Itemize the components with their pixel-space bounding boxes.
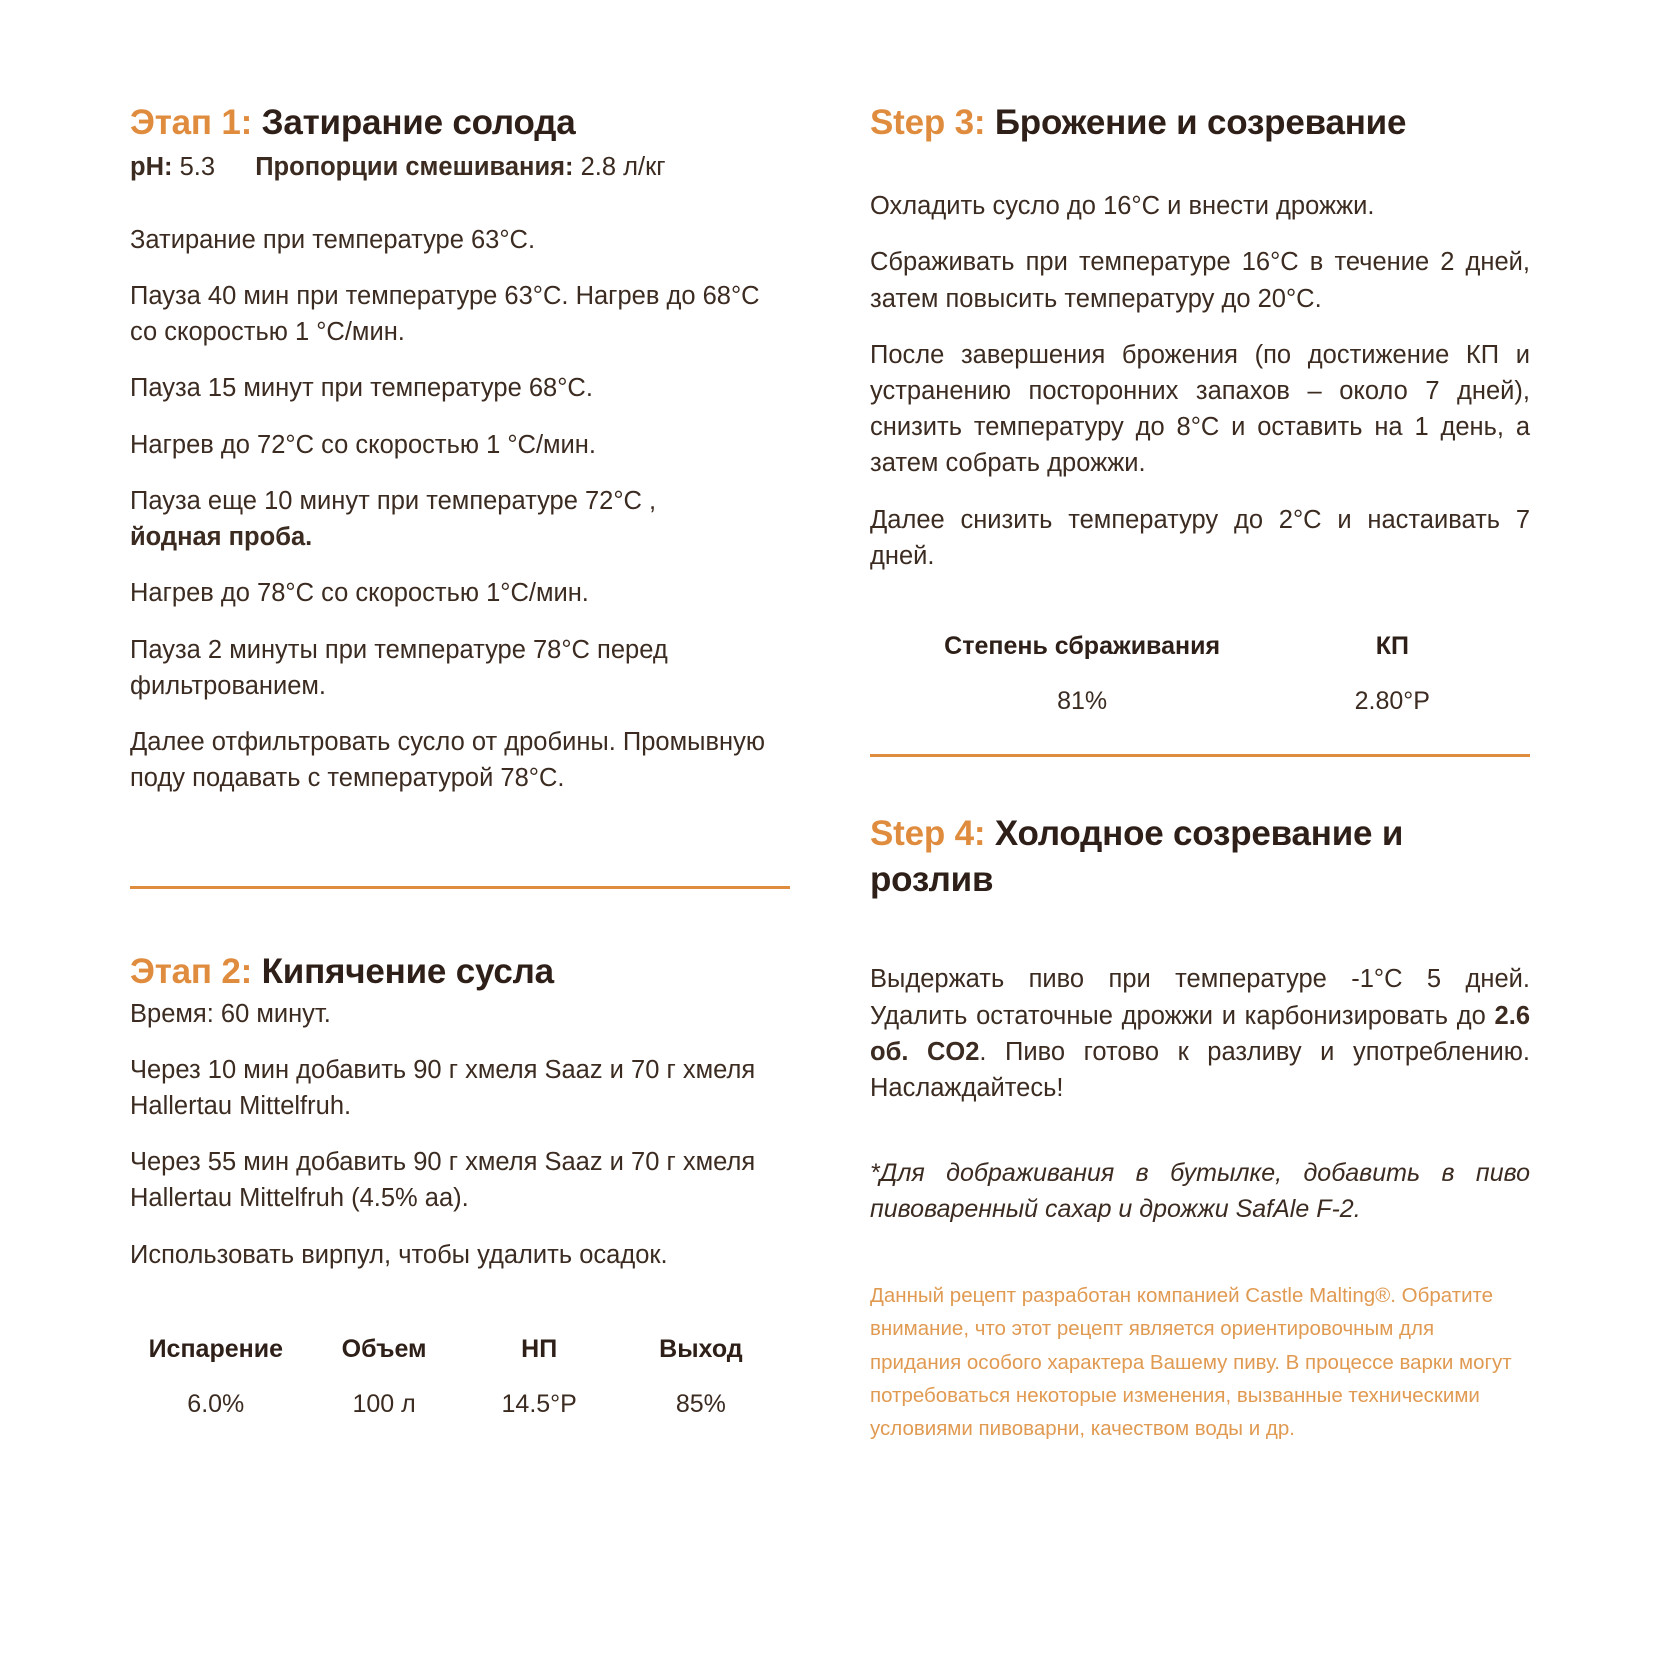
iodine-test-bold: йодная проба. bbox=[130, 523, 313, 552]
iodine-text: Пауза еще 10 минут при температуре 72°C , bbox=[130, 486, 657, 515]
step-3-paragraph: Охладить сусло до 16°C и внести дрожжи. bbox=[870, 192, 1375, 221]
step-1-heading bbox=[130, 100, 790, 146]
step-3-title: Брожение и созревание bbox=[994, 103, 1407, 142]
step-2-paragraph: Через 55 мин добавить 90 г хмеля Saaz и 70 г хмеля Hallertau Mittelfruh (4.5% aa). bbox=[130, 1148, 756, 1213]
column-header: Степень сбраживания bbox=[944, 632, 1221, 661]
table-header-row bbox=[130, 1329, 790, 1390]
table-cell: 100 л bbox=[352, 1389, 416, 1418]
step-3-paragraph: Далее снизить температуру до 2°C и настаивать 7 дней. bbox=[870, 505, 1530, 570]
step-2-title: Кипячение сусла bbox=[261, 952, 554, 992]
step-1-parameters bbox=[130, 150, 790, 186]
table-header-row bbox=[890, 626, 1510, 687]
step-3-paragraph: Сбраживать при температуре 16°C в течение 2 дней, затем повысить температуру до 20°C. bbox=[870, 248, 1530, 313]
step-1-paragraph: Пауза 2 минуты при температуре 78°C перед фильтрованием. bbox=[130, 635, 668, 700]
column-header: Объем bbox=[341, 1334, 427, 1363]
column-header: НП bbox=[521, 1334, 558, 1363]
column-header: КП bbox=[1375, 632, 1409, 661]
recipe-disclaimer: Данный рецепт разработан компанией Castle Malting®. Обратите внимание, что этот рецепт является ориентировочным для придания особого характера Вашему пиву. В процессе варки могут потребоваться некоторые изменения, вызванные техническими условиями пивоварни, качеством воды и др. bbox=[870, 1284, 1512, 1441]
table-row bbox=[890, 687, 1510, 724]
step-3-label: Step 3: bbox=[870, 103, 986, 142]
bottle-conditioning-footnote: *Для дображивания в бутылке, добавить в пиво пивоваренный сахар и дрожжи SafAle F-2. bbox=[870, 1159, 1530, 1223]
step-4-body-part2: . Пиво готово к разливу и употреблению. Наслаждайтесь! bbox=[870, 1037, 1530, 1102]
column-header: Испарение bbox=[148, 1334, 284, 1363]
step-1-paragraph: Нагрев до 78°C со скоростью 1°C/мин. bbox=[130, 579, 589, 608]
step-1-iodine-paragraph bbox=[130, 483, 790, 555]
table-cell: 81% bbox=[1057, 687, 1108, 716]
step-3-heading bbox=[870, 100, 1530, 146]
right-column bbox=[870, 100, 1530, 1614]
column-header: Выход bbox=[659, 1334, 743, 1363]
step-4-body bbox=[870, 961, 1530, 1106]
table-row bbox=[130, 1390, 790, 1427]
step-1-paragraph: Пауза 40 мин при температуре 63°C. Нагрев до 68°C со скоростью 1 °C/мин. bbox=[130, 282, 760, 347]
step-3-table bbox=[890, 626, 1510, 724]
step-4-body-part1: Выдержать пиво при температуре -1°C 5 дней. Удалить остаточные дрожжи и карбонизировать до bbox=[870, 965, 1530, 1030]
step-2-heading bbox=[130, 949, 790, 995]
mash-ratio-label: Пропорции смешивания: bbox=[255, 153, 574, 182]
carbonation-value: 2.6 об. CO2 bbox=[870, 1001, 1530, 1066]
table-cell: 14.5°P bbox=[501, 1389, 577, 1418]
mash-ratio-value: 2.8 л/кг bbox=[580, 153, 666, 182]
step-1-paragraph: Затирание при температуре 63°C. bbox=[130, 225, 536, 254]
step-2-label: Этап 2: bbox=[130, 952, 253, 992]
step-2-paragraph: Использовать вирпул, чтобы удалить осадок. bbox=[130, 1240, 668, 1269]
step-1-paragraph: Нагрев до 72°C со скоростью 1 °C/мин. bbox=[130, 430, 596, 459]
step-1-label: Этап 1: bbox=[130, 103, 253, 142]
step-2-paragraph: Время: 60 минут. bbox=[130, 999, 331, 1028]
step-3-paragraph: После завершения брожения (по достижение КП и устранению посторонних запахов – около 7 дней), снизить температуру до 8°C и оставить на 1 день, а затем собрать дрожжи. bbox=[870, 340, 1530, 478]
table-cell: 85% bbox=[675, 1389, 726, 1418]
ph-value: 5.3 bbox=[179, 153, 216, 182]
table-cell: 6.0% bbox=[187, 1389, 245, 1418]
step-1-paragraph: Далее отфильтровать сусло от дробины. Промывную поду подавать с температурой 78°C. bbox=[130, 727, 765, 793]
left-column bbox=[130, 100, 790, 1614]
step-2-paragraph: Через 10 мин добавить 90 г хмеля Saaz и 70 г хмеля Hallertau Mittelfruh. bbox=[130, 1055, 756, 1120]
ph-label: pH: bbox=[130, 153, 173, 182]
step-2-table bbox=[130, 1329, 790, 1427]
step-4-title: Холодное созревание и розлив bbox=[870, 814, 1404, 900]
step-4-label: Step 4: bbox=[870, 814, 986, 854]
step-1-title: Затирание солода bbox=[261, 103, 576, 142]
step-4-heading bbox=[870, 811, 1530, 903]
table-cell: 2.80°P bbox=[1354, 687, 1430, 716]
step-1-paragraph: Пауза 15 минут при температуре 68°C. bbox=[130, 374, 593, 403]
